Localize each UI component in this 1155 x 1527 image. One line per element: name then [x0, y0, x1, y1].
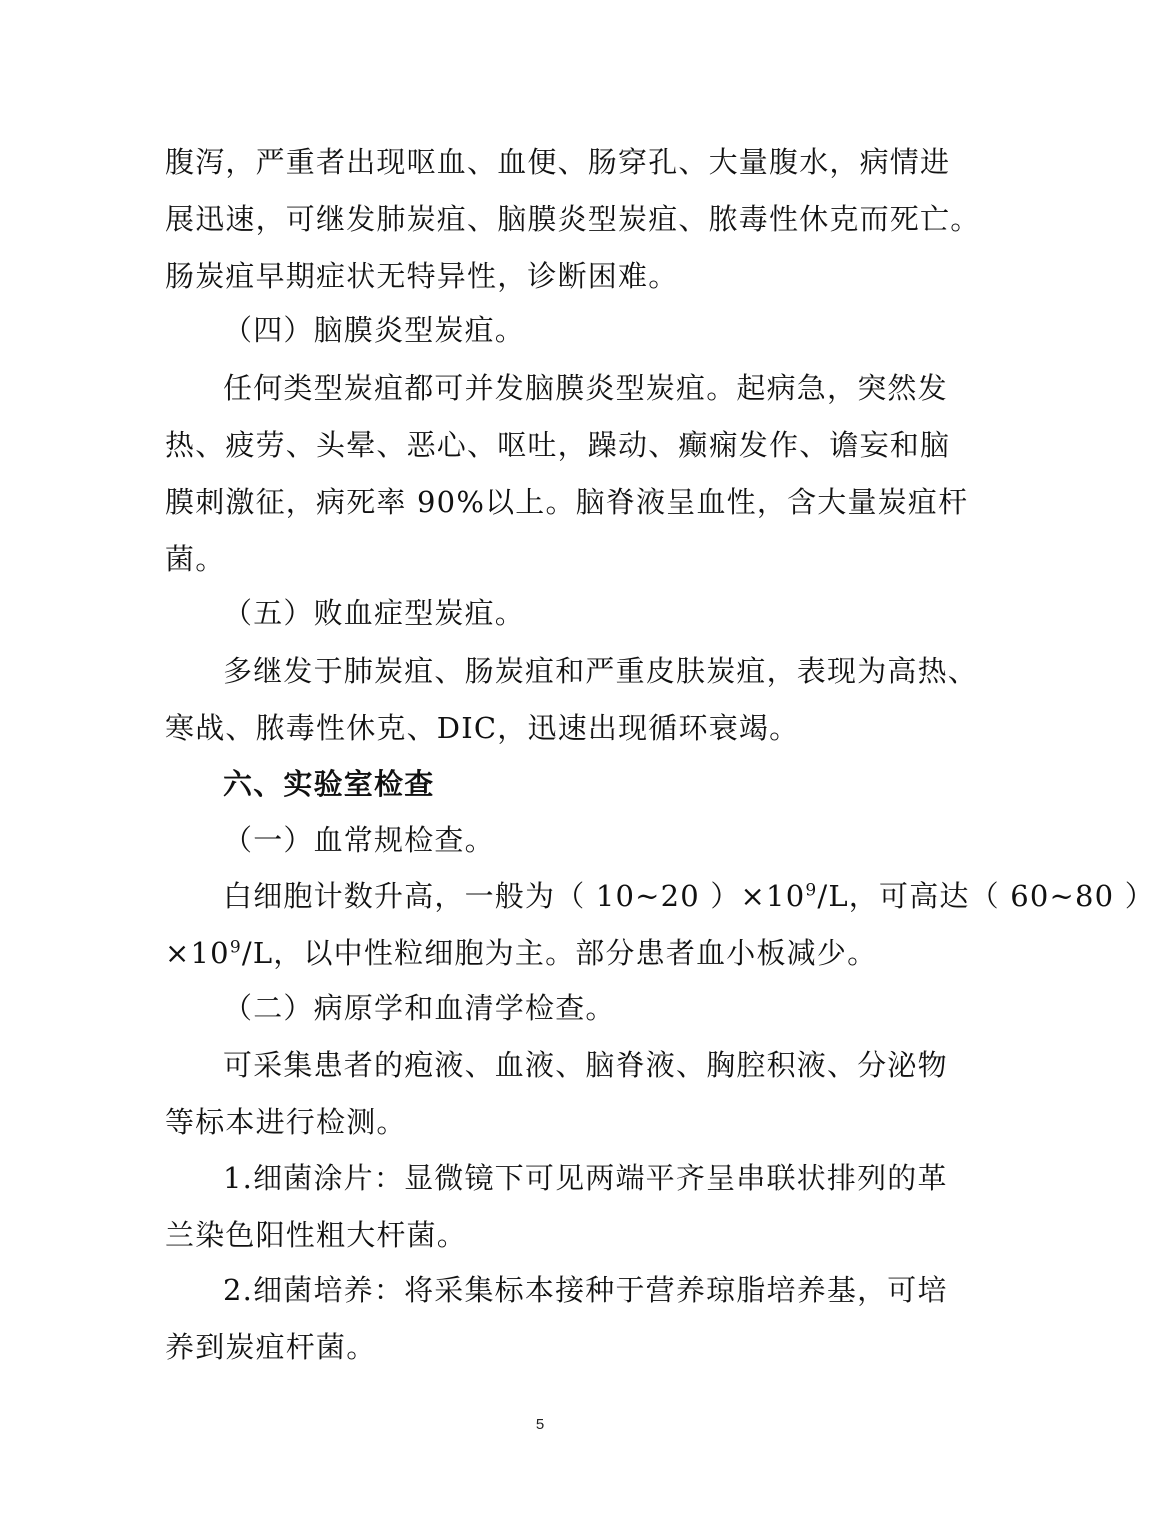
text-line [165, 925, 917, 982]
text-line: 展迅速，可继发肺炭疽、脑膜炎型炭疽、脓毒性休克而死亡。 [165, 202, 981, 236]
text-line: 任何类型炭疽都可并发脑膜炎型炭疽。起病急，突然发 [223, 371, 948, 405]
superscript: 9 [805, 880, 818, 901]
text-line: 可采集患者的疱液、血液、脑脊液、胸腔积液、分泌物 [223, 1048, 948, 1082]
text-line: 热、疲劳、头晕、恶心、呕吐，躁动、癫痫发作、谵妄和脑 [165, 428, 951, 462]
paragraph-continuation [165, 134, 981, 305]
subsection-2-body [165, 1037, 948, 1151]
section-title: （四）脑膜炎型炭疽。 [223, 313, 526, 347]
subsection-1-body [165, 868, 1155, 982]
page-number: 5 [535, 1416, 545, 1433]
text-line: 肠炭疽早期症状无特异性，诊断困难。 [165, 259, 679, 293]
subsection-2-title [223, 980, 917, 1037]
text-line: 菌。 [165, 542, 226, 576]
section-4-body [165, 360, 969, 588]
text-line: 腹泻，严重者出现呕血、血便、肠穿孔、大量腹水，病情进 [165, 145, 951, 179]
superscript: 9 [229, 937, 242, 958]
text-line: 等标本进行检测。 [165, 1105, 407, 1139]
item-1 [165, 1150, 948, 1264]
text-line: 1.细菌涂片：显微镜下可见两端平齐呈串联状排列的革 [223, 1161, 948, 1195]
text-fragment: /L，可高达（ 60~80 ） [817, 879, 1155, 913]
section-title: （五）败血症型炭疽。 [223, 596, 526, 630]
text-line: 膜刺激征，病死率 90%以上。脑脊液呈血性，含大量炭疽杆 [165, 485, 969, 519]
section-4-title [223, 302, 917, 359]
text-line [165, 868, 1155, 925]
section-5-title [223, 585, 917, 642]
text-fragment: ×10 [165, 936, 230, 970]
subsection-1-title [223, 812, 917, 869]
item-2 [165, 1262, 948, 1376]
text-fragment: 白细胞计数升高，一般为（ 10~20 ）×10 [223, 879, 806, 913]
text-line: 多继发于肺炭疽、肠炭疽和严重皮肤炭疽，表现为高热、 [223, 654, 979, 688]
text-line: 寒战、脓毒性休克、DIC，迅速出现循环衰竭。 [165, 711, 800, 745]
text-line: 兰染色阳性粗大杆菌。 [165, 1218, 468, 1252]
subsection-title: （二）病原学和血清学检查。 [223, 991, 616, 1025]
subsection-title: （一）血常规检查。 [223, 823, 495, 857]
chapter-title: 六、实验室检查 [223, 767, 435, 801]
section-5-body [165, 643, 979, 757]
text-line: 养到炭疽杆菌。 [165, 1330, 377, 1364]
text-fragment: /L，以中性粒细胞为主。部分患者血小板减少。 [241, 936, 878, 970]
chapter-6-title [223, 756, 917, 813]
text-line: 2.细菌培养：将采集标本接种于营养琼脂培养基，可培 [223, 1273, 948, 1307]
